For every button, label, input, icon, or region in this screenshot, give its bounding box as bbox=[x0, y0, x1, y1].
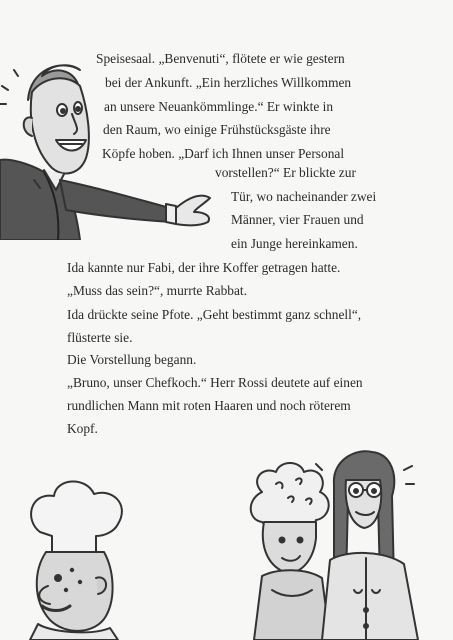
text-line-12: Ida drückte seine Pfote. „Geht bestimmt ganz schnell“, bbox=[67, 307, 362, 322]
text-line-6: vorstellen?“ Er blickte zur bbox=[215, 165, 356, 180]
text-line-2: bei der Ankunft. „Ein herzliches Willkommen bbox=[105, 75, 352, 90]
text-line-17: Kopf. bbox=[67, 421, 98, 436]
text-line-14: Die Vorstellung begann. bbox=[67, 352, 197, 367]
text-line-3: an unsere Neuankömmlinge.“ Er winkte in bbox=[104, 99, 334, 114]
text-line-1: Speisesaal. „Benvenuti“, flötete er wie gestern bbox=[96, 51, 345, 66]
text-line-7: Tür, wo nacheinander zwei bbox=[231, 189, 377, 204]
text-line-4: den Raum, wo einige Frühstücksgäste ihre bbox=[103, 122, 331, 137]
text-line-10: Ida kannte nur Fabi, der ihre Koffer getragen hatte. bbox=[67, 260, 341, 275]
staff-illustration bbox=[0, 440, 453, 640]
text-line-8: Männer, vier Frauen und bbox=[231, 212, 364, 227]
text-line-11: „Muss das sein?“, murrte Rabbat. bbox=[67, 283, 247, 298]
text-line-16: rundlichen Mann mit roten Haaren und noch röterem bbox=[67, 398, 351, 413]
text-line-15: „Bruno, unser Chefkoch.“ Herr Rossi deutete auf einen bbox=[67, 375, 363, 390]
text-line-13: flüsterte sie. bbox=[67, 330, 133, 345]
text-line-9: ein Junge hereinkamen. bbox=[231, 236, 358, 251]
host-illustration bbox=[0, 40, 220, 240]
text-line-5: Köpfe hoben. „Darf ich Ihnen unser Personal bbox=[102, 146, 345, 161]
